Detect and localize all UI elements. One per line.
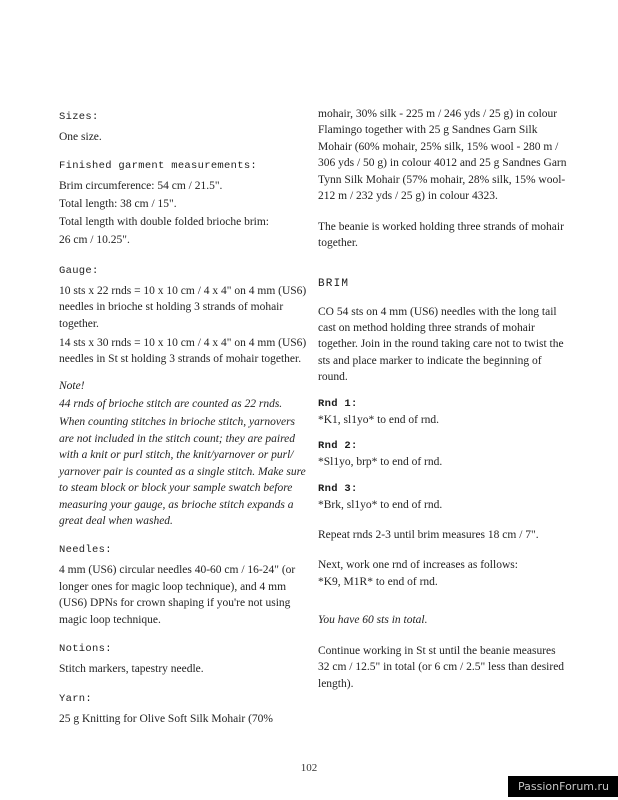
gauge-heading: Gauge: bbox=[59, 264, 99, 277]
round-block bbox=[318, 440, 568, 470]
left-column bbox=[59, 106, 309, 727]
brim-section-heading: BRIM bbox=[318, 277, 350, 290]
gauge-paragraph: 14 sts x 30 rnds = 10 x 10 cm / 4 x 4" on 4 mm (US6) needles in St st holding 3 strands of mohair together. bbox=[59, 337, 307, 366]
measurement-line: Total length: 38 cm / 15". bbox=[59, 198, 177, 211]
round-label: Rnd 2: bbox=[318, 440, 358, 453]
page-number: 102 bbox=[300, 762, 318, 774]
round-instruction: *Brk, sl1yo* to end of rnd. bbox=[318, 498, 443, 511]
yarn-body: 25 g Knitting for Olive Soft Silk Mohair (70% bbox=[59, 712, 274, 725]
brim-intro: CO 54 sts on 4 mm (US6) needles with the long tail cast on method holding three strands of mohair together. Join in the round taking care not to twist the sts and place marker to indicate the beginning of round. bbox=[318, 305, 564, 384]
needles-body: 4 mm (US6) circular needles 40-60 cm / 16-24" (or longer ones for magic loop technique), and 4 mm (US6) DPNs for crown shaping if you're not using magic loop technique. bbox=[59, 564, 296, 626]
note-heading: Note! bbox=[59, 379, 85, 392]
repeat-note: Repeat rnds 2-3 until brim measures 18 cm / 7". bbox=[318, 529, 539, 541]
increase-instruction-line: Next, work one rnd of increases as follows: bbox=[318, 559, 518, 572]
measurement-line: Total length with double folded brioche brim: bbox=[59, 216, 269, 229]
continue-note: Continue working in St st until the beanie measures 32 cm / 12.5" in total (or 6 cm / 2.5" less than desired length). bbox=[318, 644, 565, 690]
watermark: PassionForum.ru bbox=[508, 776, 618, 797]
measurement-line: Brim circumference: 54 cm / 21.5". bbox=[59, 180, 223, 193]
note-paragraph: 44 rnds of brioche stitch are counted as 22 rnds. bbox=[59, 397, 283, 410]
right-column bbox=[318, 106, 568, 692]
yarn-continued-paragraph: mohair, 30% silk - 225 m / 246 yds / 25 g) in colour Flamingo together with 25 g Sandnes Garn Silk Mohair (60% mohair, 25% silk, 15% wool - 280 m / 306 yds / 50 g) in colour 4012 and 25 g Sandnes Garn Tynn Silk Mohair (57% mohair, 28% silk, 15% wool- 212 m / 232 yds / 25 g) in colour 4323. bbox=[318, 108, 567, 203]
round-block bbox=[318, 398, 568, 428]
sizes-body: One size. bbox=[59, 131, 102, 143]
notions-body: Stitch markers, tapestry needle. bbox=[59, 663, 204, 676]
measurements-heading: Finished garment measurements: bbox=[59, 160, 258, 173]
construction-note: The beanie is worked holding three strands of mohair together. bbox=[318, 220, 564, 250]
increase-instruction-line: *K9, M1R* to end of rnd. bbox=[318, 575, 438, 588]
round-label: Rnd 3: bbox=[318, 482, 358, 495]
stitch-total-note: You have 60 sts in total. bbox=[318, 614, 428, 627]
note-paragraph: When counting stitches in brioche stitch, yarnovers are not included in the stitch count; they are paired with a knit or purl stitch, the knit/yarnover or purl/ yarnover pair is counted as a single stitch. Make sure to steam block or block your sample swatch before measuring your gauge, as brioche stitch expands a great deal when washed. bbox=[59, 416, 306, 527]
round-block bbox=[318, 483, 568, 513]
measurement-line: 26 cm / 10.25". bbox=[59, 233, 130, 246]
round-instruction: *K1, sl1yo* to end of rnd. bbox=[318, 413, 440, 426]
needles-heading: Needles: bbox=[59, 544, 112, 557]
gauge-paragraph: 10 sts x 22 rnds = 10 x 10 cm / 4 x 4" on 4 mm (US6) needles in brioche st holding 3 strands of mohair together. bbox=[59, 284, 307, 330]
round-label: Rnd 1: bbox=[318, 397, 358, 410]
round-instruction: *Sl1yo, brp* to end of rnd. bbox=[318, 456, 443, 469]
notions-heading: Notions: bbox=[59, 643, 112, 656]
sizes-heading: Sizes: bbox=[59, 111, 99, 123]
yarn-heading: Yarn: bbox=[59, 692, 93, 705]
